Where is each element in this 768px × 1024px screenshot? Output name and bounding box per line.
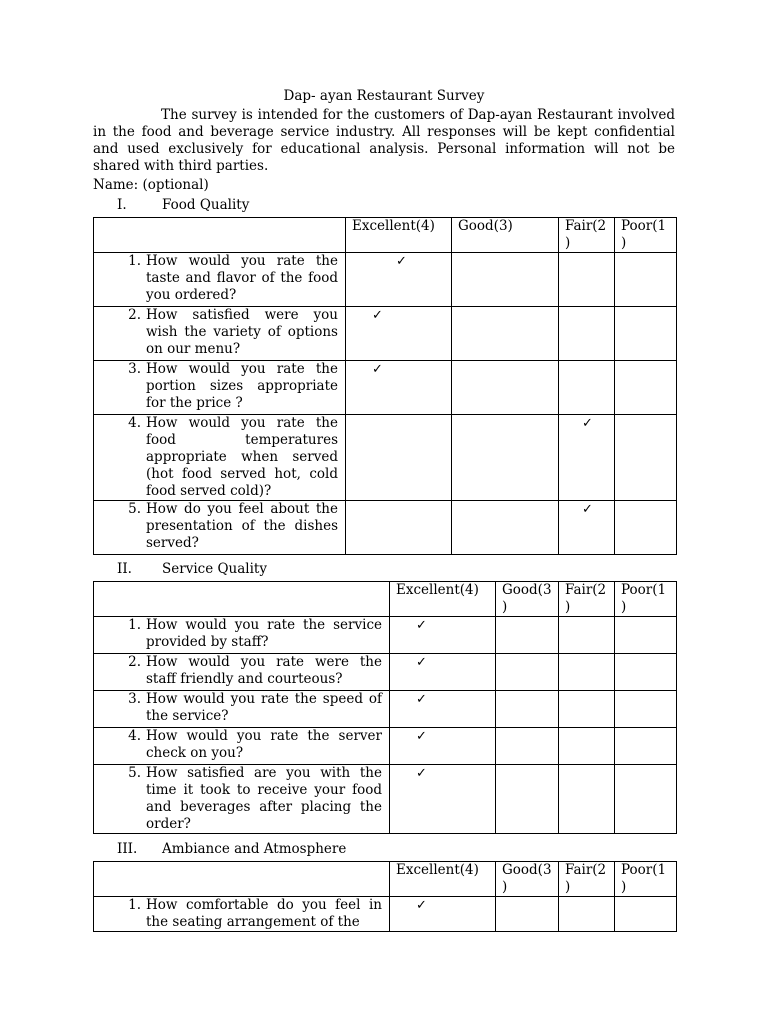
rating-header: Fair(2 ) <box>559 582 615 617</box>
check-mark-icon: ✓ <box>416 729 427 744</box>
question-text: How would you rate the taste and flavor of the food you ordered? <box>146 253 338 303</box>
check-mark-icon: ✓ <box>582 416 593 431</box>
section-label: Service Quality <box>162 561 267 577</box>
question-row <box>94 501 677 555</box>
rating-cell[interactable] <box>615 361 677 415</box>
question-row <box>94 415 677 501</box>
rating-header: Poor(1 ) <box>615 862 677 897</box>
survey-title: Dap- ayan Restaurant Survey <box>283 88 485 104</box>
question-text: How would you rate the portion sizes appropriate for the price ? <box>146 361 338 411</box>
rating-cell[interactable] <box>615 765 677 834</box>
question-number: 1. <box>128 897 141 913</box>
question-number: 4. <box>128 415 141 431</box>
food-quality-table <box>93 217 677 555</box>
rating-cell[interactable] <box>615 415 677 501</box>
question-row <box>94 691 677 728</box>
rating-header: Good(3 ) <box>496 862 559 897</box>
question-cell <box>94 501 346 555</box>
table-header-row <box>94 218 677 253</box>
question-cell <box>94 617 390 654</box>
question-number: 5. <box>128 765 141 781</box>
rating-cell[interactable] <box>452 361 559 415</box>
question-text: How satisfied were you wish the variety of options on our menu? <box>146 307 338 357</box>
rating-header: Good(3) <box>452 218 559 253</box>
rating-cell[interactable] <box>346 307 452 361</box>
rating-header: Fair(2 ) <box>559 862 615 897</box>
rating-header: Excellent(4) <box>390 862 496 897</box>
rating-cell[interactable] <box>346 361 452 415</box>
rating-cell[interactable] <box>452 307 559 361</box>
rating-cell[interactable] <box>496 617 559 654</box>
rating-cell[interactable] <box>559 361 615 415</box>
rating-cell[interactable] <box>559 617 615 654</box>
rating-cell[interactable] <box>559 654 615 691</box>
question-text: How do you feel about the presentation of the dishes served? <box>146 501 338 551</box>
rating-cell[interactable] <box>615 654 677 691</box>
section-label: Food Quality <box>162 197 250 213</box>
rating-cell[interactable] <box>615 253 677 307</box>
question-cell <box>94 654 390 691</box>
header-blank-cell <box>94 862 390 897</box>
question-text: How would you rate the food temperatures appropriate when served (hot food served hot, cold food served cold)? <box>146 415 338 499</box>
rating-cell[interactable] <box>390 728 496 765</box>
rating-cell[interactable] <box>559 728 615 765</box>
rating-cell[interactable] <box>496 691 559 728</box>
question-number: 1. <box>128 617 141 633</box>
rating-cell[interactable] <box>390 654 496 691</box>
service-quality-table <box>93 581 677 834</box>
question-row <box>94 617 677 654</box>
question-number: 5. <box>128 501 141 517</box>
section-label: Ambiance and Atmosphere <box>162 841 347 857</box>
header-blank-cell <box>94 218 346 253</box>
rating-cell[interactable] <box>615 501 677 555</box>
header-blank-cell <box>94 582 390 617</box>
rating-header: Poor(1 ) <box>615 218 677 253</box>
question-cell <box>94 307 346 361</box>
rating-cell[interactable] <box>496 765 559 834</box>
question-number: 2. <box>128 654 141 670</box>
rating-cell[interactable] <box>496 728 559 765</box>
question-cell <box>94 765 390 834</box>
table-header-row <box>94 862 677 897</box>
rating-cell[interactable] <box>390 617 496 654</box>
rating-cell[interactable] <box>390 691 496 728</box>
rating-cell[interactable] <box>346 415 452 501</box>
question-row <box>94 361 677 415</box>
check-mark-icon: ✓ <box>582 502 593 517</box>
rating-cell[interactable] <box>559 897 615 932</box>
check-mark-icon: ✓ <box>416 618 427 633</box>
question-cell <box>94 361 346 415</box>
check-mark-icon: ✓ <box>416 655 427 670</box>
check-mark-icon: ✓ <box>372 362 383 377</box>
question-row <box>94 897 677 932</box>
rating-header: Excellent(4) <box>390 582 496 617</box>
question-cell <box>94 897 390 932</box>
section-numeral: II. <box>117 561 132 577</box>
question-number: 1. <box>128 253 141 269</box>
question-number: 3. <box>128 361 141 377</box>
question-text: How would you rate were the staff friendly and courteous? <box>146 654 382 687</box>
section-numeral: III. <box>117 841 138 857</box>
rating-cell[interactable] <box>559 253 615 307</box>
rating-cell[interactable] <box>559 691 615 728</box>
rating-cell[interactable] <box>452 415 593 501</box>
survey-intro: The survey is intended for the customers of Dap-ayan Restaurant involved in the food and beverage service industry. All responses will be kept confidential and used exclusively for educational analysis. Personal information will not be shared with third parties. <box>93 107 675 174</box>
rating-header: Poor(1 ) <box>615 582 677 617</box>
rating-cell[interactable] <box>615 307 677 361</box>
rating-header: Excellent(4) <box>346 218 452 253</box>
rating-cell[interactable] <box>615 617 677 654</box>
rating-cell[interactable] <box>615 691 677 728</box>
question-row <box>94 765 677 834</box>
rating-cell[interactable] <box>390 897 496 932</box>
question-row <box>94 253 677 307</box>
check-mark-icon: ✓ <box>396 254 407 269</box>
question-number: 2. <box>128 307 141 323</box>
question-cell <box>94 253 346 307</box>
rating-cell[interactable] <box>496 897 559 932</box>
rating-cell[interactable] <box>390 765 496 834</box>
question-text: How would you rate the service provided by staff? <box>146 617 382 650</box>
section-numeral: I. <box>117 197 127 213</box>
check-mark-icon: ✓ <box>416 692 427 707</box>
check-mark-icon: ✓ <box>416 898 427 913</box>
question-text: How satisfied are you with the time it took to receive your food and beverages after placing the order? <box>146 765 382 832</box>
question-row <box>94 728 677 765</box>
question-cell <box>94 415 346 501</box>
rating-cell[interactable] <box>496 654 559 691</box>
rating-cell[interactable] <box>615 728 677 765</box>
question-row <box>94 654 677 691</box>
name-label: Name: (optional) <box>93 177 209 193</box>
rating-header: Fair(2 ) <box>559 218 615 253</box>
question-cell <box>94 728 390 765</box>
question-number: 3. <box>128 691 141 707</box>
question-text: How comfortable do you feel in the seating arrangement of the <box>146 897 382 930</box>
rating-cell[interactable] <box>559 765 615 834</box>
question-text: How would you rate the server check on you? <box>146 728 382 761</box>
table-header-row <box>94 582 677 617</box>
question-cell <box>94 691 390 728</box>
question-row <box>94 307 677 361</box>
ambiance-table <box>93 861 677 932</box>
rating-header: Good(3 ) <box>496 582 559 617</box>
question-number: 4. <box>128 728 141 744</box>
rating-cell[interactable] <box>346 501 452 555</box>
check-mark-icon: ✓ <box>372 308 383 323</box>
rating-cell[interactable] <box>346 253 452 307</box>
rating-cell[interactable] <box>615 897 677 932</box>
rating-cell[interactable] <box>452 501 593 555</box>
check-mark-icon: ✓ <box>416 766 427 781</box>
rating-cell[interactable] <box>452 253 559 307</box>
rating-cell[interactable] <box>559 307 615 361</box>
question-text: How would you rate the speed of the service? <box>146 691 382 724</box>
